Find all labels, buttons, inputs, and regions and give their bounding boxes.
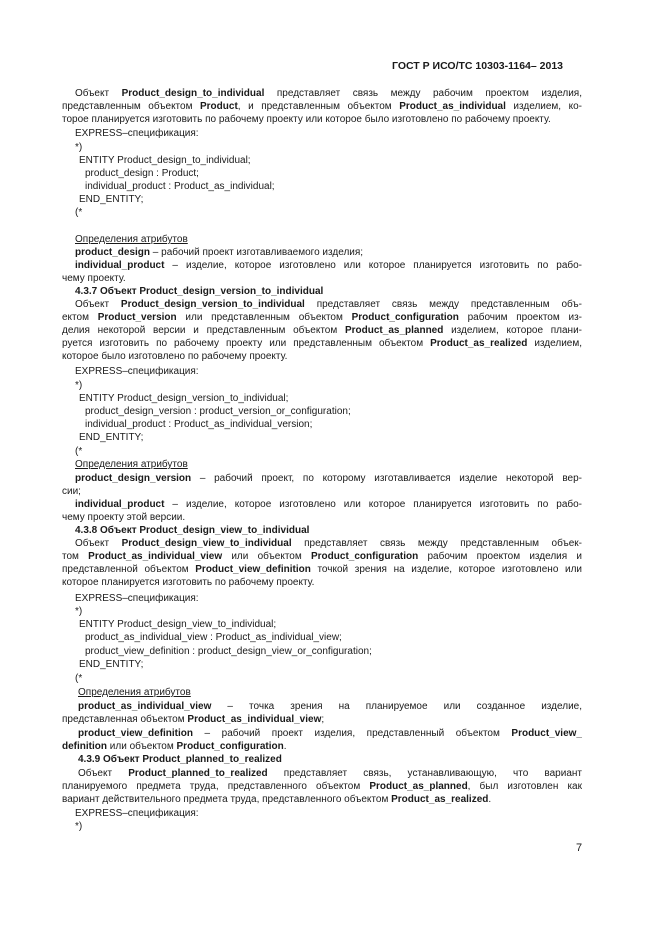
page-number: 7 [576, 842, 583, 854]
code-close: (* [75, 207, 83, 218]
paragraph-line: планируемого предмета труда, представленного объектом Product_as_planned, был изготовлен как [62, 781, 582, 792]
definition-line: чему проекту этой версии. [62, 512, 186, 523]
definition-line: individual_product – изделие, которое изготовлено или которое планируется изготовить по рабо- [75, 260, 582, 271]
code-line: product_view_definition : product_design_view_or_configuration; [85, 646, 372, 657]
paragraph-line: вариант действительного предмета труда, представленного объектом Product_as_realized. [62, 794, 492, 805]
express-spec-label: EXPRESS–спецификация: [75, 366, 199, 377]
code-line: END_ENTITY; [79, 194, 144, 205]
paragraph-line: Объект Product_design_view_to_individual представляет связь между представленным объек- [75, 538, 583, 549]
paragraph-line: Объект Product_planned_to_realized представляет связь, устанавливающую, что вариант [78, 768, 582, 779]
definition-line: product_view_definition – рабочий проект изделия, представленный объектом Product_view_ [78, 728, 582, 739]
express-spec-label: EXPRESS–спецификация: [75, 128, 199, 139]
code-open: *) [75, 142, 83, 153]
section-heading: 4.3.7 Объект Product_design_version_to_individual [75, 286, 324, 297]
paragraph-line: торое планируется изготовить по рабочему проекту или которое было изготовлено по рабочему проекту. [62, 114, 551, 125]
code-line: END_ENTITY; [79, 659, 144, 670]
paragraph-line: том Product_as_individual_view или объектом Product_configuration рабочим проектом изделия и [62, 551, 582, 562]
document-header: ГОСТ Р ИСО/ТС 10303-1164– 2013 [392, 60, 564, 72]
paragraph-line: ектом Product_version или представленным объектом Product_configuration рабочим проектом из- [62, 312, 582, 323]
express-spec-label: EXPRESS–спецификация: [75, 593, 199, 604]
code-open: *) [75, 821, 83, 832]
paragraph-line: Объект Product_design_to_individual представляет связь между рабочим проектом изделия, [75, 88, 582, 99]
paragraph-line: руется изготовить по рабочему проекту или представленным объектом Product_as_realized изделием, [62, 338, 582, 349]
code-line: product_design_version : product_version_or_configuration; [85, 406, 351, 417]
code-line: ENTITY Product_design_version_to_individual; [79, 393, 289, 404]
definition-line: product_design – рабочий проект изготавливаемого изделия; [75, 247, 364, 258]
code-line: ENTITY Product_design_to_individual; [79, 155, 251, 166]
paragraph-line: которое было изготовлено по рабочему проекту. [62, 351, 288, 362]
paragraph-line: представленной объектом Product_view_definition точкой зрения на изделие, которое изготовлено или [62, 564, 583, 575]
definition-line: individual_product – изделие, которое изготовлено или которое планируется изготовить по рабо- [75, 499, 582, 510]
paragraph-line: представленным объектом Product, и представленным объектом Product_as_individual изделием, ко- [62, 101, 582, 112]
paragraph-line: Объект Product_design_version_to_individual представляет связь между представленным объ- [75, 299, 582, 310]
section-heading: 4.3.9 Объект Product_planned_to_realized [78, 754, 282, 765]
code-line: product_design : Product; [85, 168, 199, 179]
attribute-definitions-heading: Определения атрибутов [75, 234, 188, 245]
definition-line: представленная объектом Product_as_individual_view; [62, 714, 325, 725]
definition-line: product_as_individual_view – точка зрения на планируемое или созданное изделие, [78, 701, 582, 712]
attribute-definitions-heading: Определения атрибутов [75, 459, 188, 470]
code-close: (* [75, 673, 83, 684]
code-line: individual_product : Product_as_individual; [85, 181, 275, 192]
definition-line: чему проекту. [62, 273, 126, 284]
paragraph-line: которое планируется изготовить по рабочему проекту. [62, 577, 315, 588]
attribute-definitions-heading: Определения атрибутов [78, 687, 191, 698]
definition-line: definition или объектом Product_configuration. [62, 741, 287, 752]
section-heading: 4.3.8 Объект Product_design_view_to_individual [75, 525, 310, 536]
code-line: product_as_individual_view : Product_as_individual_view; [85, 632, 342, 643]
code-line: individual_product : Product_as_individual_version; [85, 419, 313, 430]
definition-line: product_design_version – рабочий проект, по которому изготавливается изделие некоторой вер- [75, 473, 582, 484]
code-line: END_ENTITY; [79, 432, 144, 443]
code-close: (* [75, 446, 83, 457]
code-open: *) [75, 606, 83, 617]
express-spec-label: EXPRESS–спецификация: [75, 808, 199, 819]
code-open: *) [75, 380, 83, 391]
definition-line: сии; [62, 486, 81, 497]
paragraph-line: делия некоторой версии и представленным объектом Product_as_planned изделием, которое плани- [62, 325, 582, 336]
code-line: ENTITY Product_design_view_to_individual; [79, 619, 277, 630]
